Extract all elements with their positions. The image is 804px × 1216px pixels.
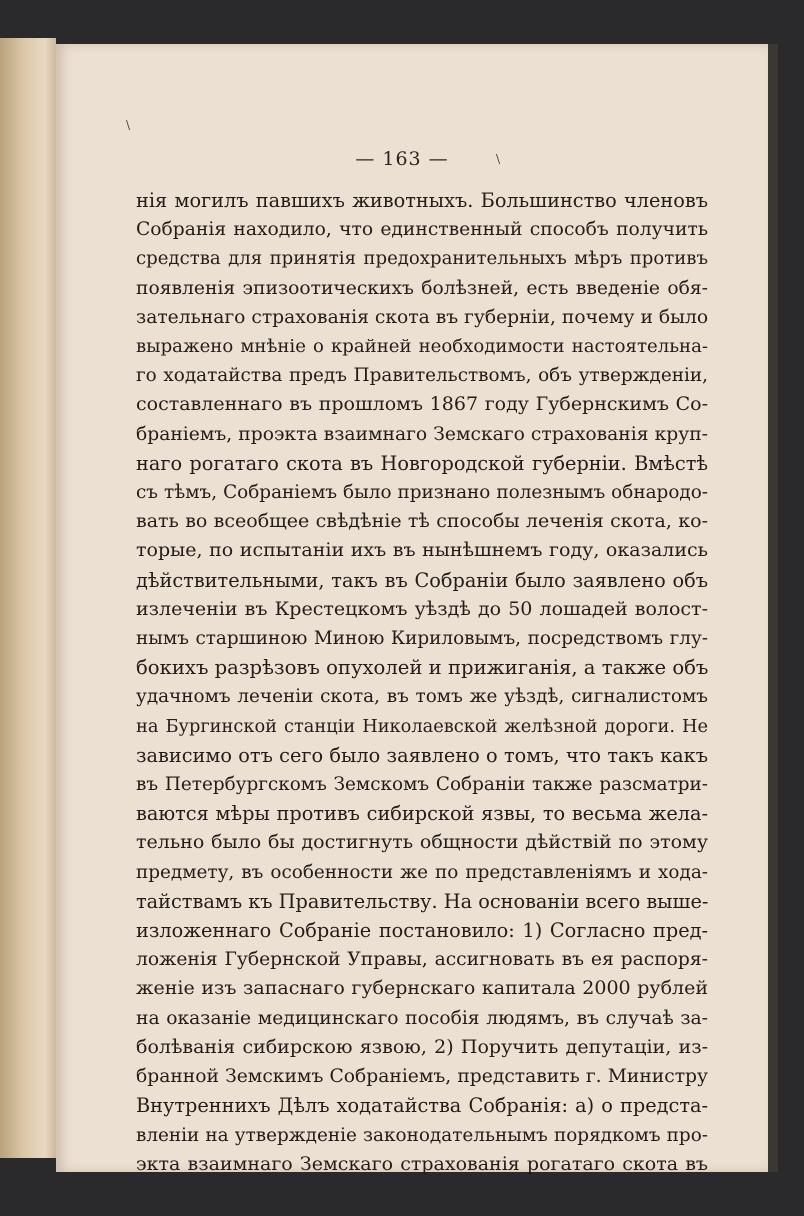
text-line: на Бургинской станціи Николаевской желѣзной дороги. Не xyxy=(136,715,708,737)
text-line: нымъ старшиною Миною Кириловымъ, посредствомъ глу- xyxy=(136,628,708,650)
body-text xyxy=(136,186,708,1179)
text-line: ложенія Губернской Управы, ассигновать въ ея распоря- xyxy=(136,949,708,971)
text-line: выражено мнѣніе о крайней необходимости настоятельна- xyxy=(136,336,708,358)
text-line: торые, по испытаніи ихъ въ нынѣшнемъ году, оказались xyxy=(136,539,708,562)
text-line: зательнаго страхованія скота въ губерніи, почему и было xyxy=(136,306,709,328)
text-line: изложеннаго Собраніе постановило: 1) Согласно пред- xyxy=(136,919,708,943)
text-line: болѣванія сибирскою язвою, 2) Поручить депутаціи, из- xyxy=(136,1035,708,1058)
text-line: тельно было бы достигнуть общности дѣйствій по этому xyxy=(136,831,708,854)
text-line: тайствамъ къ Правительству. На основаніи всего выше- xyxy=(136,889,709,913)
text-line: вать во всеобщее свѣдѣніе тѣ способы леченія скота, ко- xyxy=(136,510,708,533)
text-line: ваются мѣры противъ сибирской язвы, то весьма жела- xyxy=(136,802,708,826)
text-line: появленія эпизоотическихъ болѣзней, есть введеніе обя- xyxy=(136,277,708,299)
text-line: го ходатайства предъ Правительствомъ, объ утвержденіи, xyxy=(136,365,708,387)
text-line: наго рогатаго скота въ Новгородской губерніи. Вмѣстѣ xyxy=(136,451,708,475)
paper-speck: \ xyxy=(496,152,501,166)
text-line: съ тѣмъ, Собраніемъ было признано полезнымъ обнародо- xyxy=(136,482,708,504)
text-line: средства для принятія предохранительныхъ мѣръ противъ xyxy=(136,248,708,270)
text-line: экта взаимнаго Земскаго страхованія рогатаго скота въ xyxy=(136,1152,708,1175)
text-line: предмету, въ особенности же по представленіямъ и хода- xyxy=(136,861,708,883)
paper-speck: \ xyxy=(126,118,131,132)
page-number: — 163 — xyxy=(355,148,449,170)
text-line: Собранія находило, что единственный способъ получить xyxy=(136,219,708,241)
text-line: нія могилъ павшихъ животныхъ. Большинство членовъ xyxy=(136,189,708,212)
text-line: бранной Земскимъ Собраніемъ, представить г. Министру xyxy=(136,1066,708,1088)
text-line: женіе изъ запаснаго губернскаго капитала 2000 рублей xyxy=(136,977,708,1000)
text-line: излеченіи въ Крестецкомъ уѣздѣ до 50 лошадей волост- xyxy=(136,597,708,620)
text-line: удачномъ леченіи скота, въ томъ же уѣздѣ, сигналистомъ xyxy=(136,686,708,708)
text-line: въ Петербургскомъ Земскомъ Собраніи также разсматри- xyxy=(136,774,708,796)
text-line: на оказаніе медицинскаго пособія людямъ, въ случаѣ за- xyxy=(136,1007,708,1029)
text-line: дѣйствительными, такъ въ Собраніи было заявлено объ xyxy=(136,568,708,592)
text-line: браніемъ, проэкта взаимнаго Земскаго страхованія круп- xyxy=(136,423,708,445)
text-line: Внутреннихъ Дѣлъ ходатайства Собранія: а) о предста- xyxy=(136,1094,708,1118)
text-line: бокихъ разрѣзовъ опухолей и прижиганія, а также объ xyxy=(136,656,709,680)
book-spine xyxy=(0,38,56,1158)
text-line: вленіи на утвержденіе законодательнымъ порядкомъ про- xyxy=(136,1124,708,1146)
page-edge-shadow xyxy=(768,44,778,1172)
text-line: зависимо отъ сего было заявлено о томъ, что такъ какъ xyxy=(136,743,708,767)
text-line: составленнаго въ прошломъ 1867 году Губернскимъ Со- xyxy=(136,393,708,416)
